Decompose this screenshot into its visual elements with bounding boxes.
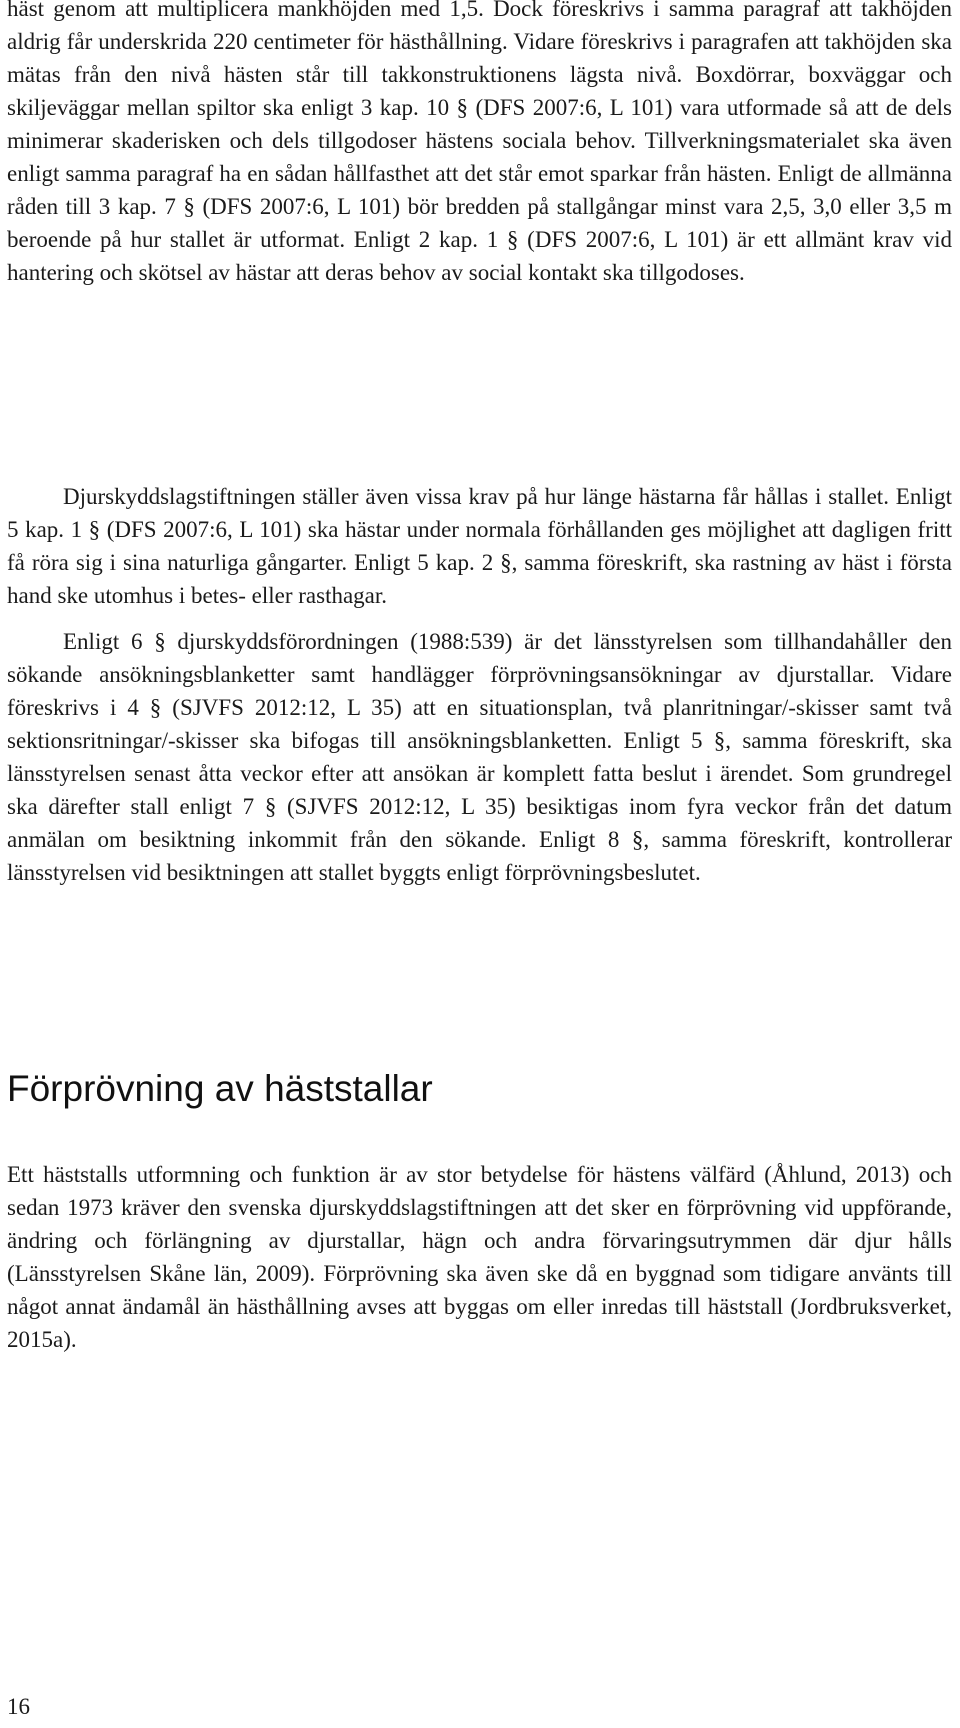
paragraph-application-process: Enligt 6 § djurskyddsförordningen (1988:539) är det länsstyrelsen som tillhandahåller den sökande ansökningsblanketter samt handlägger förprövningsansökningar av djurstallar. Vidare föreskrivs i 4 § (SJVFS 2012:12, L 35) att en situationsplan, två planritningar/-skisser samt två sektionsritningar/-skisser ska bifogas till ansökningsblanketten. Enligt 5 §, samma föreskrift, ska länsstyrelsen senast åtta veckor efter att ansökan är komplett fatta beslut i ärendet. Som grundregel ska därefter stall enligt 7 § (SJVFS 2012:12, L 35) besiktigas inom fyra veckor från det datum anmälan om besiktning inkommit från den sökande. Enligt 8 §, samma föreskrift, kontrollerar länsstyrelsen vid besiktningen att stallet byggts enligt förprövningsbeslutet. — [7, 629, 952, 885]
page-number: 16 — [7, 1694, 30, 1719]
paragraph-pre-approval: Ett häststalls utformning och funktion är av stor betydelse för hästens välfärd (Åhlund, 2013) och sedan 1973 kräver den svenska djurskyddslagstiftningen att det sker en förprövning vid uppförande, ändring och förlängning av djurstallar, hägn och andra förvaringsutrymmen där djur hålls (Länsstyrelsen Skåne län, 2009). Förprövning ska även ske då en byggnad som tidigare använts till något annat ändamål än hästhållning avses att byggas om eller inredas till häststall (Jordbruksverket, 2015a). — [7, 1162, 952, 1352]
paragraph-stable-dimensions: häst genom att multiplicera mankhöjden med 1,5. Dock föreskrivs i samma paragraf att takhöjden aldrig får underskrida 220 centimeter för hästhållning. Vidare föreskrivs i paragrafen att takhöjden ska mätas från den nivå hästen står till takkonstruktionens lägsta nivå. Boxdörrar, boxväggar och skiljeväggar mellan spiltor ska enligt 3 kap. 10 § (DFS 2007:6, L 101) vara utformade så att de dels minimerar skaderisken och dels tillgodoser hästens sociala behov. Tillverkningsmaterialet ska även enligt samma paragraf ha en sådan hållfasthet att det står emot sparkar från hästen. Enligt de allmänna råden till 3 kap. 7 § (DFS 2007:6, L 101) bör bredden på stallgångar minst vara 2,5, 3,0 eller 3,5 m beroende på hur stallet är utformat. Enligt 2 kap. 1 § (DFS 2007:6, L 101) är ett allmänt krav vid hantering och skötsel av hästar att deras behov av social kontakt ska tillgodoses. — [7, 0, 952, 285]
paragraph-stable-time: Djurskyddslagstiftningen ställer även vissa krav på hur länge hästarna får hållas i stallet. Enligt 5 kap. 1 § (DFS 2007:6, L 101) ska hästar under normala förhållanden ges möjlighet att dagligen fritt få röra sig i sina naturliga gångarter. Enligt 5 kap. 2 §, samma föreskrift, ska rastning av häst i första hand ske utomhus i betes- eller rasthagar. — [7, 484, 952, 608]
section-heading: Förprövning av häststallar — [7, 1068, 433, 1109]
